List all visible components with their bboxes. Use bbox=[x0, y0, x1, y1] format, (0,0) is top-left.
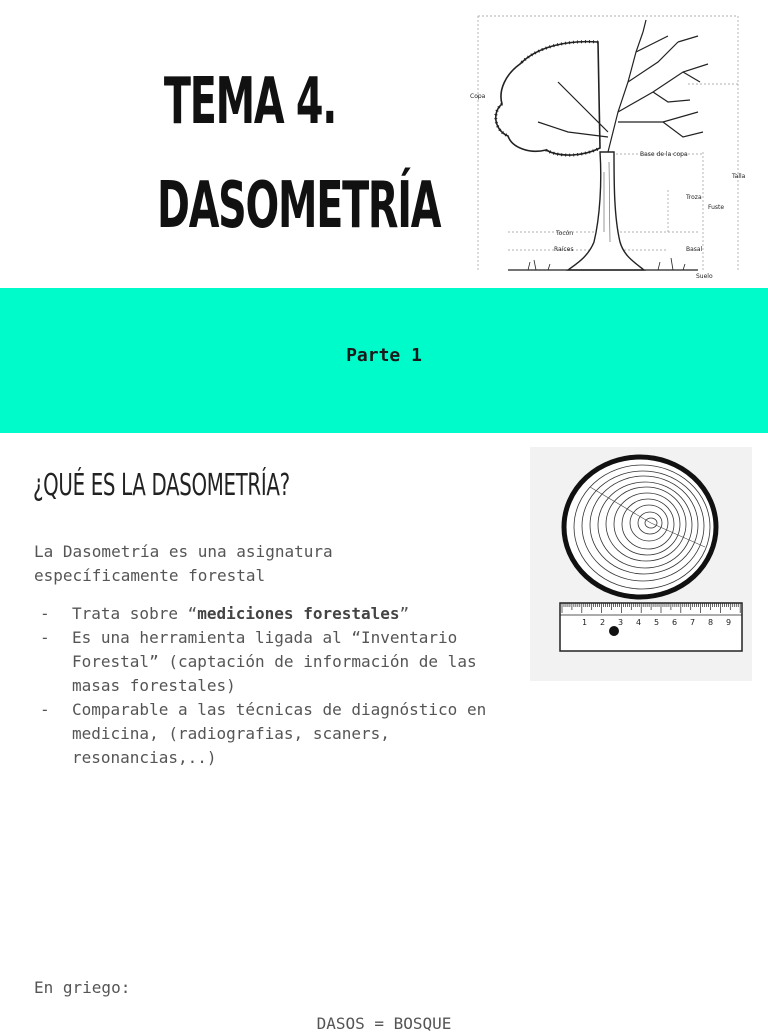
ruler-number: 4 bbox=[636, 618, 642, 627]
ruler-number: 3 bbox=[618, 618, 624, 627]
greek-label: En griego: bbox=[34, 978, 131, 997]
ruler-number: 1 bbox=[582, 618, 588, 627]
ruler-number: 7 bbox=[690, 618, 696, 627]
section-heading: ¿QUÉ ES LA DASOMETRÍA? bbox=[33, 468, 290, 503]
tree-label-basal: Basal bbox=[686, 246, 703, 253]
tree-diagram bbox=[468, 12, 752, 282]
ruler-number: 6 bbox=[672, 618, 678, 627]
tree-label-copa: Copa bbox=[470, 93, 486, 100]
cover-title bbox=[157, 50, 441, 258]
ruler-number: 9 bbox=[726, 618, 732, 627]
band-label: Parte 1 bbox=[346, 345, 422, 366]
ruler-number: 5 bbox=[654, 618, 660, 627]
tree-label-tocon: Tocón bbox=[556, 230, 574, 237]
tree-rings-image bbox=[530, 447, 752, 681]
bullet1-after: ” bbox=[399, 604, 410, 623]
ruler-number: 2 bbox=[600, 618, 606, 627]
cover-slide bbox=[0, 0, 768, 288]
cover-title-line2: DASOMETRÍA bbox=[157, 169, 441, 243]
ruler-number: 8 bbox=[708, 618, 714, 627]
tree-label-talla: Talla bbox=[732, 173, 746, 180]
bullet-item: - Es una herramienta ligada al “Inventario Forestal” (captación de información de las masas forestales) bbox=[34, 626, 534, 698]
greek-definition: DASOS = BOSQUE bbox=[316, 1014, 452, 1033]
tree-label-raices: Raíces bbox=[554, 246, 574, 253]
bullet1-before: Trata sobre “ bbox=[72, 604, 198, 623]
intro-paragraph: La Dasometría es una asignatura específicamente forestal bbox=[34, 542, 333, 585]
tree-label-troza: Troza bbox=[686, 194, 702, 201]
tree-label-suelo: Suelo bbox=[696, 273, 713, 280]
bullet1-bold: mediciones forestales bbox=[197, 604, 400, 623]
cover-title-line1: TEMA 4. bbox=[163, 65, 337, 139]
bullet-list bbox=[34, 602, 534, 770]
bullet-item bbox=[34, 602, 534, 626]
tree-label-fuste: Fuste bbox=[708, 204, 725, 211]
bullet-item: - Comparable a las técnicas de diagnóstico en medicina, (radiografias, scaners, resonancias,..) bbox=[34, 698, 534, 770]
tree-label-base-copa: Base de la copa bbox=[640, 151, 688, 158]
